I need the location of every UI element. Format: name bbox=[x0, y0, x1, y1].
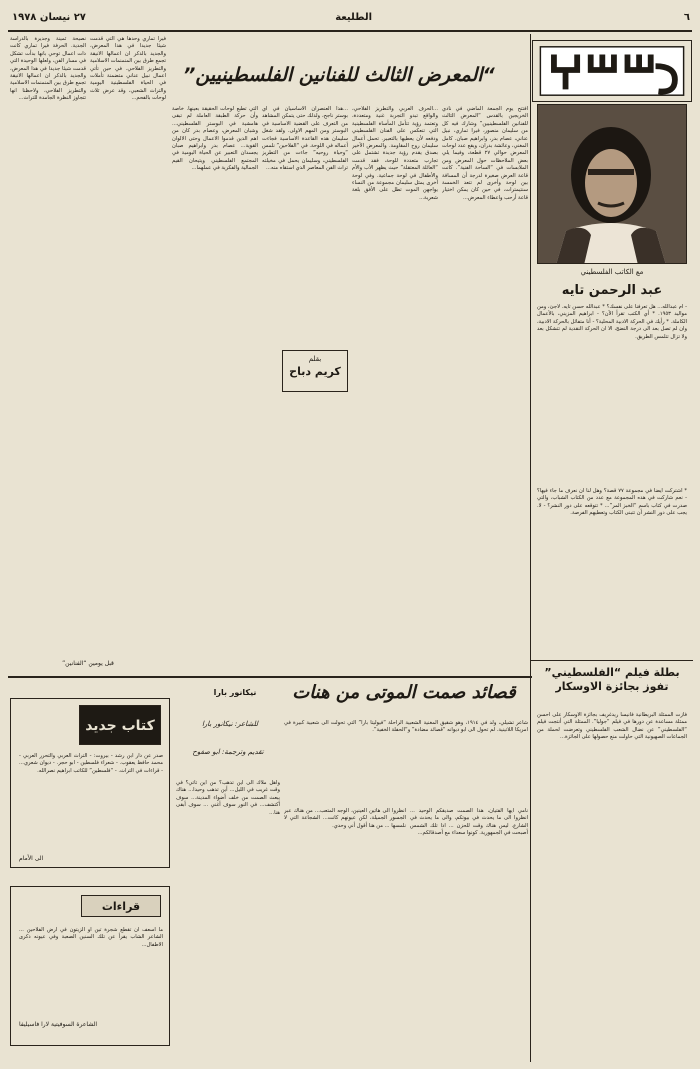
byline-box bbox=[282, 350, 348, 392]
right-article-col-1: نصيحة ثمينة وجديرة بالدراسة الجدية. الحرفة فيرا تماري كانت ذات اعمال توحي بانها بدأت تشكل في مسار الفن، ولعلها الوحيدة التي قدمت شيئا جديدا في هذا المعرض، والجديد بالذكر ان اعمالها الانيقة تجمع طرق بين المنمنمات الاسلامية والتطريز الفلاحي، ولاحظنا انها تتجاوز النظرة الجامدة للتراث... bbox=[10, 36, 86, 102]
main-article-col-1: افتتح يوم الجمعة الماضي في نادي الخريجين بالقدس “المعرض الثالث للفنانين الفلسطينيين” وشارك فيه كل من سليمان منصور، فيرا تماري، نبيل عناني، عصام بدر، وابراهيم صبان. كامل المغني، وعائشة بدران، ويقع عدد لوحات المعرض حوالي ٢٧ قطعة، وفيما يلي بعض الملاحظات حول المعرض ومن الملابسات في “الساحة الفنية”. كانت قاعة العرض صغيرة لدرجة أن المسافة بين لوحة وأخرى لم تتعد الخمسة سنتيمترات، في حين كان يمكن اختيار قاعة أرحب واعطاء المعرض... bbox=[442, 106, 528, 201]
new-book-title: كتاب جديد bbox=[79, 705, 161, 745]
newspaper-name: الطليعة bbox=[335, 12, 372, 23]
portrait-photo-icon bbox=[537, 105, 686, 264]
logo-mark-icon bbox=[533, 41, 691, 101]
poem-3: نامي أيها الفتيان، هذا الصمت صديقكم الوحيد ... انظروا الى ما يحدث في بيوتكم، والى ما يحدث في الشارع. ليس هناك وقت للحزن ... اذا تلك الشمس أصبحت في الجمهورية. كونوا سعداء مع أصدقائكم... bbox=[410, 808, 528, 837]
section-divider bbox=[8, 676, 532, 678]
film-article-body: فازت الممثلة البريطانية فانيسا ريدغريف بجائزة الاوسكار على أحسن ممثلة مساعدة عن دورها في فيلم “جوليا”. الممثلة التي أنتجت فيلم “الفلسطيني” عن نضال الشعب الفلسطيني وتعرضت لحملة من الجماعات الصهيونية التي حاولت منع حصولها على الجائزة... bbox=[537, 712, 687, 741]
page-header bbox=[8, 12, 692, 30]
issue-date: ٢٧ نيسان ١٩٧٨ bbox=[12, 12, 86, 23]
new-book-signature: الى الأمام bbox=[19, 855, 44, 862]
poet-translator-label: للشاعر: نيكانور بارا bbox=[201, 720, 259, 728]
film-article-title: بطلة فيلم “الفلسطيني” تفوز بجائزة الاوسكار bbox=[544, 666, 680, 693]
author-portrait bbox=[537, 104, 687, 264]
byline-label: بقلم bbox=[308, 355, 322, 363]
readings-title: قراءات bbox=[81, 895, 161, 917]
column-rule bbox=[530, 34, 531, 1062]
main-article-col-2: ...الحرف العربي والتطريز الفلاحي، والواقع تبدو التجربة غنية ومتعددة، وتعتمد رؤية تتأمل المأساة الفلسطينية التي تنعكس على الفنان الفلسطيني ودفعه لأن يعطيها بالتعبير. تحمل أعمال سليمان روح المقاومة. والمعرض الأخير بصدق يقدم رؤية جديدة تشتمل على تجارب متعددة للوحة، فقد قدمت “العائلة المعتقلة” حيث يظهر الأب والأم والأطفال في لوحة جماعية. وفي لوحة أخرى يمثل سليمان مجموعة من النساء يواجهن الموت تطل على الأفق بلغة شعرية... bbox=[352, 106, 438, 201]
poet-article-banner: قصائد صمت الموتى من هنات bbox=[292, 682, 516, 703]
readings-body: ما اسعف ان تقطع شجرة تين او الزيتون في ارض الفلاحين ... الشاعر الشاب يقرأ عن تلك السنين الصعبة وفي عيونه ذكرى الاطفال... bbox=[19, 927, 163, 948]
poet-name: نيكانور بارا bbox=[213, 688, 257, 697]
new-book-body: صدر عن دار ابن رشد - بيروت: - التراث العربي والتحرر العربي - محمد حافظ يعقوب. - شعراء فلسطين - ابو حجر. - ديوان شعري... - قراءات في التراث. - “فلسطين” للكاتب ابراهيم نصرالله. bbox=[19, 753, 163, 774]
poet-intro: شاعر تشيلي، ولد في ١٩١٤، وهو شقيق المغنية الشعبية الراحلة “فيوليتا بارا” التي تحولت الى شعبية كبيرة في امريكا اللاتينية. لم تحول الى ابو ديوانه “قصائد مضادة” و“الحفلة الخفية”. bbox=[284, 720, 528, 734]
footer-credit: قبل يومين “الفنانين” bbox=[62, 660, 114, 667]
poem-1: وأهل ملاك الى أين تذهب؟ من أين تأتي؟ في وقت غريب في الليل... أين تذهب وحيدا... هناك يبعث الصمت من خلف أضواء المدينة... سوف أكتشف... في النور سوف أغني ... سوف أبقى هنا... bbox=[176, 780, 280, 816]
main-article-col-4: التي تطبع لوحات الحقيقة بعينها. خاصة وأن حركة الطبقة العاملة لم تبقى هامشية في البوستر الفلسطيني... وشبان المعرض، وعصام بدر كان من اهم الذين قدموا الاعمال وحتى الالوان القوية... عصام بدر وابراهيم صبان يجسدان التعبير عن الحياة اليومية في المجتمع الفلسطيني ويتيحان القيم الجمالية والفكرية في عملهما... bbox=[172, 106, 258, 172]
right-article-col-2: فيرا تماري وحدها هي التي قدمت شيئا جديدا في هذا المعرض، والجديد بالذكر ان اعمالها الانيقة تجمع طرق بين المنمنمات الاسلامية والتطريز الفلاحي. في حين تأتي اعمال نبيل عناني متضمنة تأملات في الحياة الفلسطينية اليومية والتراث الشعبي، وقد عرض ثلاث لوحات بالفحم... bbox=[90, 36, 166, 102]
interview-body: - أم عبدالله... هل تعرفنا على نفسك؟ * عبدالله حسن تايه. لاجئ، ومن مواليد ١٩٥٣. * أي الكتب تقرأ الآن؟ - ابراهيم المزيني، بالأعمال الكاملة. * رأيك في الحركة الادبية المحلية؟ - أنا متفائل بالحركة الادبية، وان لم تصل بعد الى درجة النضج، الا ان الحركة النقدية لم تتشكل بعد ولا تزال تتلمس الطريق. bbox=[537, 304, 687, 340]
portrait-caption-role: مع الكاتب الفلسطيني bbox=[580, 268, 644, 276]
interview-body-2: * اشتركت أيضا في مجموعة ٧٧ قصة؟ وهل لنا أن نعرف ما جاء فيها؟ - نعم شاركت في هذه المجموعة مع عدد من الكتاب الشباب، والتي صدرت في كتاب باسم “الخبز المر”... * تتوقعه على دور النشر؟ - لا. يجب على دور النشر أن تتبنى الكتاب وتعطيهم الفرصة. bbox=[537, 488, 687, 517]
main-article-col-3: ...هذا العنصران الاساسيان في أي بوستر ناجح، ولذلك حتى يتمكن المشاهد من التعرف على القضية الاساسية في البوستر ومن المهم الاولى. ولقد شغل سليمان هذه القاعدة الاساسية فجاءت أعماله في اللوحة. في “الفلاحين” نلمس “وحياة روحيه” جاءت من التطريز الفلسطيني، وسليمان يحمل في مخيلته تراث الفن المعاصر الذي استقاه منه... bbox=[262, 106, 348, 172]
readings-box bbox=[10, 886, 170, 1046]
portrait-caption-name: عبد الرحمن تايه bbox=[561, 283, 663, 298]
poem-2: انظروا الى هاتين العينين، الوجه المتعب... من هناك عبر الجسور الجميلة، لكن عيونهم كانت... الشجاعة التي لا نلمسها ... من هنا أقول أني وحدي. bbox=[284, 808, 406, 829]
byline-name: كريم دباح bbox=[289, 365, 341, 378]
main-article-title: “المعرض الثالث للفنانين الفلسطينيين” bbox=[183, 64, 495, 86]
header-rule bbox=[8, 30, 692, 32]
divider bbox=[531, 660, 693, 661]
page-number: ٦ bbox=[683, 12, 690, 23]
poet-translator-name: تقديم وترجمة: ابو صفوح bbox=[192, 748, 264, 756]
column-logo bbox=[532, 40, 692, 102]
readings-signature: الشاعرة السوفيتية لارا فاسيليفا bbox=[19, 1021, 98, 1028]
new-book-box bbox=[10, 698, 170, 868]
